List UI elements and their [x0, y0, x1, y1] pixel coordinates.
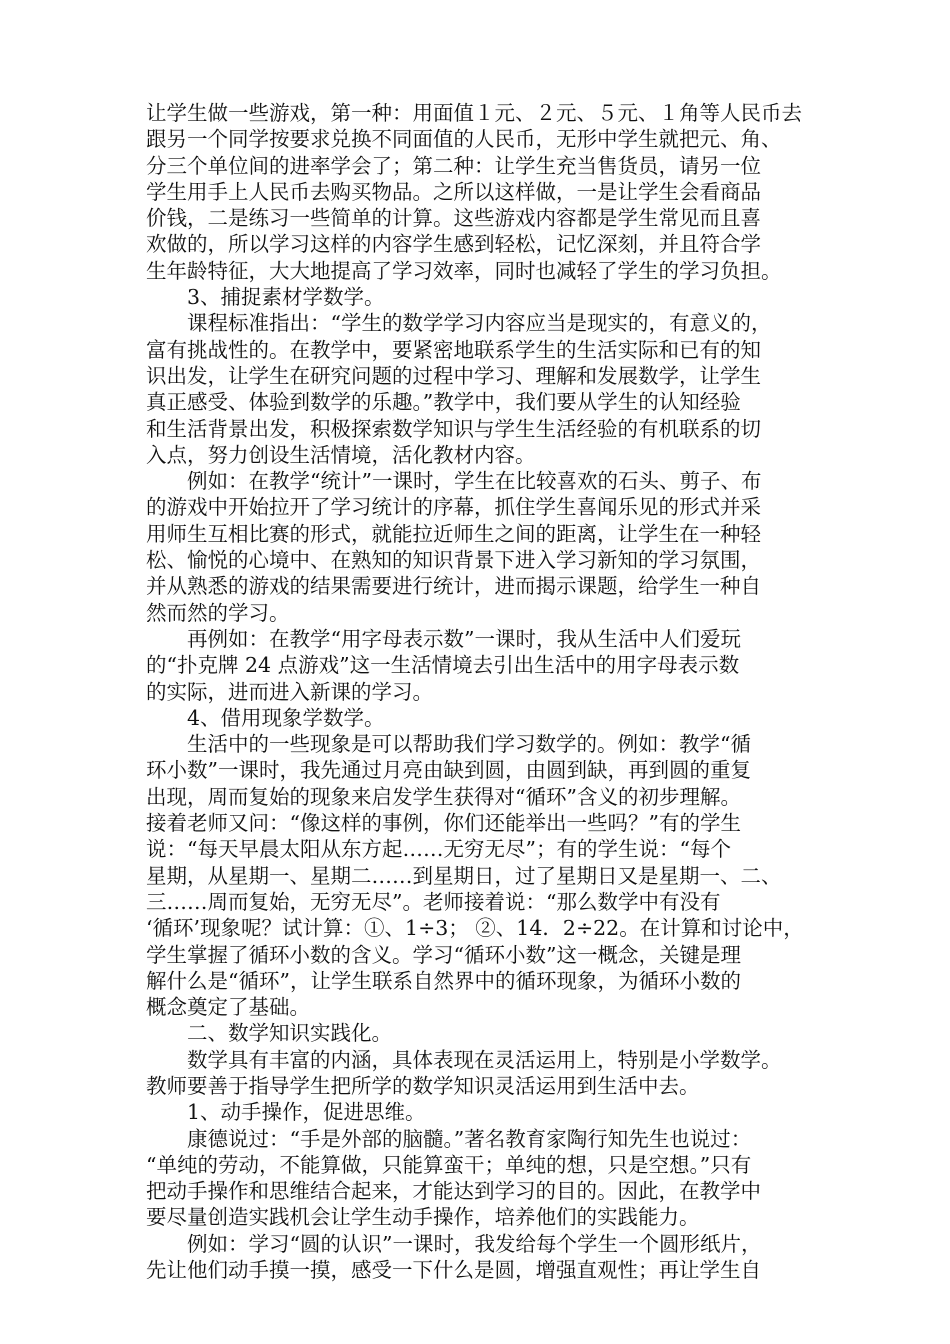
text-line: 数学具有丰富的内涵，具体表现在灵活运用上，特别是小学数学。 [187, 1047, 782, 1072]
text-line: 课程标准指出：“学生的数学学习内容应当是现实的，有意义的， [187, 311, 772, 336]
text-line: 接着老师又问：“像这样的事例，你们还能举出一些吗？”有的学生 [146, 811, 741, 836]
text-line: 概念奠定了基础。 [146, 995, 310, 1020]
text-line: 分三个单位间的进率学会了；第二种：让学生充当售货员，请另一位 [146, 153, 761, 178]
text-line: 的实际，进而进入新课的学习。 [146, 679, 433, 704]
text-line: 3、捕捉素材学数学。 [187, 285, 385, 310]
text-line: 生活中的一些现象是可以帮助我们学习数学的。例如：教学“循 [187, 732, 751, 757]
text-line: 然而然的学习。 [146, 600, 290, 625]
text-line: 富有挑战性的。在教学中，要紧密地联系学生的生活实际和已有的知 [146, 337, 761, 362]
text-line: 说：“每天早晨太阳从东方起……无穷无尽”；有的学生说：“每个 [146, 837, 731, 862]
text-line: 把动手操作和思维结合起来，才能达到学习的目的。因此，在教学中 [146, 1179, 761, 1204]
text-line: 价钱，二是练习一些简单的计算。这些游戏内容都是学生常见而且喜 [146, 206, 761, 231]
text-line: 例如：学习“圆的认识”一课时，我发给每个学生一个圆形纸片， [187, 1231, 762, 1256]
text-line: 学生用手上人民币去购买物品。之所以这样做，一是让学生会看商品 [146, 179, 761, 204]
text-line: 例如：在教学“统计”一课时，学生在比较喜欢的石头、剪子、布 [187, 469, 762, 494]
text-line: 入点，努力创设生活情境，活化教材内容。 [146, 442, 536, 467]
text-line: “单纯的劳动，不能算做，只能算蛮干；单纯的想，只是空想。”只有 [146, 1152, 752, 1177]
text-line: 星期，从星期一、星期二……到星期日，过了星期日又是星期一、二、 [146, 863, 782, 888]
text-line: 环小数”一课时，我先通过月亮由缺到圆，由圆到缺，再到圆的重复 [146, 758, 751, 783]
text-line: 真正感受、体验到数学的乐趣。”教学中，我们要从学生的认知经验 [146, 390, 741, 415]
text-line: 解什么是“循环”，让学生联系自然界中的循环现象，为循环小数的 [146, 968, 741, 993]
text-line: 并从熟悉的游戏的结果需要进行统计，进而揭示课题，给学生一种自 [146, 574, 761, 599]
document-page [146, 100, 826, 1283]
text-line: 康德说过：“手是外部的脑髓。”著名教育家陶行知先生也说过： [187, 1126, 752, 1151]
text-line: 生年龄特征，大大地提高了学习效率，同时也减轻了学生的学习负担。 [146, 258, 782, 283]
text-line: 欢做的，所以学习这样的内容学生感到轻松，记忆深刻，并且符合学 [146, 232, 761, 257]
text-line: 再例如：在教学“用字母表示数”一课时，我从生活中人们爱玩 [187, 626, 741, 651]
text-line: 三……周而复始，无穷无尽”。老师接着说：“那么数学中有没有 [146, 889, 721, 914]
text-line: 要尽量创造实践机会让学生动手操作，培养他们的实践能力。 [146, 1205, 700, 1230]
text-line: 和生活背景出发，积极探索数学知识与学生生活经验的有机联系的切 [146, 416, 761, 441]
text-line: ‘循环’现象呢？试计算：①、1÷3； ②、14．2÷22。在计算和讨论中， [146, 916, 804, 941]
text-line: 的“扑克牌 24 点游戏”这一生活情境去引出生活中的用字母表示数 [146, 653, 740, 678]
text-line: 的游戏中开始拉开了学习统计的序幕，抓住学生喜闻乐见的形式并采 [146, 495, 761, 520]
text-line: 识出发，让学生在研究问题的过程中学习、理解和发展数学，让学生 [146, 363, 761, 388]
text-line: 出现，周而复始的现象来启发学生获得对“循环”含义的初步理解。 [146, 784, 741, 809]
text-line: 先让他们动手摸一摸，感受一下什么是圆，增强直观性；再让学生自 [146, 1258, 761, 1283]
text-line: 4、借用现象学数学。 [187, 705, 385, 730]
text-line: 1、动手操作，促进思维。 [187, 1100, 426, 1125]
text-line: 二、数学知识实践化。 [187, 1021, 392, 1046]
text-line: 学生掌握了循环小数的含义。学习“循环小数”这一概念，关键是理 [146, 942, 741, 967]
text-line: 让学生做一些游戏，第一种：用面值１元、２元、５元、１角等人民币去 [146, 101, 802, 125]
text-line: 用师生互相比赛的形式，就能拉近师生之间的距离，让学生在一种轻 [146, 521, 761, 546]
text-line: 跟另一个同学按要求兑换不同面值的人民币，无形中学生就把元、角、 [146, 127, 782, 152]
text-line: 教师要善于指导学生把所学的数学知识灵活运用到生活中去。 [146, 1073, 700, 1098]
text-line: 松、愉悦的心境中、在熟知的知识背景下进入学习新知的学习氛围， [146, 548, 761, 573]
